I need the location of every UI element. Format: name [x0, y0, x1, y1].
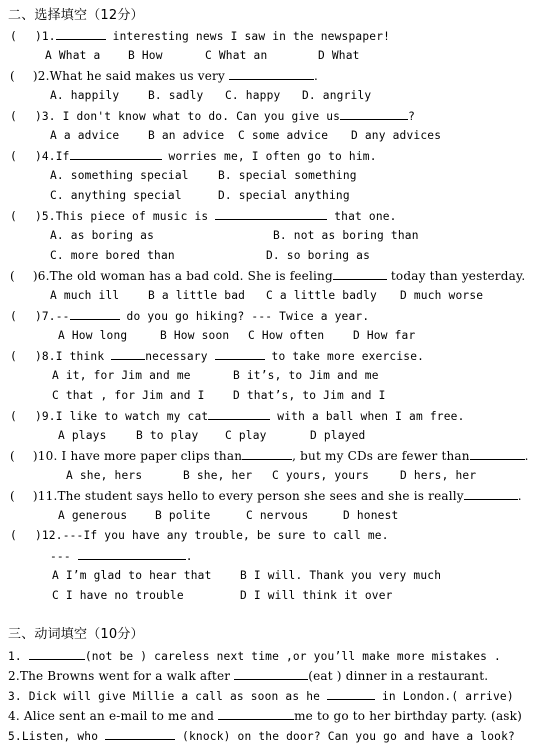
item-number: 2.: [8, 669, 20, 683]
question-number: )3.: [34, 110, 56, 123]
answer-blank[interactable]: [56, 26, 106, 40]
question-text-end: that one.: [327, 210, 397, 223]
option-b: B I will. Thank you very much: [240, 569, 442, 582]
question-number: )4.: [34, 150, 56, 163]
option-c: C that , for Jim and I: [52, 389, 205, 402]
question-11: [10, 486, 522, 506]
option-d: D that’s, to Jim and I: [233, 389, 386, 402]
option-b: B to play: [136, 429, 199, 442]
question-text-end: .: [517, 489, 522, 503]
answer-blank[interactable]: [218, 706, 294, 720]
option-a: A. as boring as: [50, 229, 155, 242]
answer-blank-1[interactable]: [111, 346, 145, 360]
paren-open: (: [10, 410, 17, 423]
option-b: B. not as boring than: [273, 229, 419, 242]
answer-blank[interactable]: [229, 66, 314, 80]
option-a: A What a: [45, 49, 101, 62]
option-c: C. anything special: [50, 189, 182, 202]
option-b: B. sadly: [148, 89, 204, 102]
option-a: A it, for Jim and me: [52, 369, 191, 382]
question-7: [10, 306, 369, 326]
verb-item-5: [8, 726, 515, 746]
item-text: (not be ) careless next time ,or you’ll make more mistakes .: [84, 650, 501, 663]
option-b: B How soon: [160, 329, 230, 342]
item-number: 4.: [8, 709, 20, 723]
option-a: A a advice: [50, 129, 120, 142]
option-a: A How long: [58, 329, 128, 342]
question-6: [10, 266, 525, 286]
question-number: )7.: [34, 310, 56, 323]
answer-blank-2[interactable]: [215, 346, 265, 360]
question-8: [10, 346, 424, 366]
question-4: [10, 146, 377, 166]
question-text-end: worries me, I often go to him.: [161, 150, 377, 163]
paren-open: (: [10, 30, 17, 43]
item-text-end: (knock) on the door? Can you go and have a look?: [175, 730, 515, 743]
option-d: D played: [310, 429, 366, 442]
option-c: C. more bored than: [50, 249, 175, 262]
verb-item-4: [8, 706, 522, 726]
answer-blank-2[interactable]: [470, 446, 525, 460]
question-9: [10, 406, 465, 426]
option-d: D. special anything: [218, 189, 350, 202]
paren-open: (: [10, 449, 15, 463]
option-b: B How: [128, 49, 163, 62]
question-text-end: do you go hiking? --- Twice a year.: [119, 310, 370, 323]
question-text: This piece of music is: [55, 210, 216, 223]
question-number: )12.: [34, 529, 63, 542]
answer-blank[interactable]: [105, 726, 175, 740]
question-text: I don't know what to do. Can you give us: [55, 110, 341, 123]
paren-open: (: [10, 69, 15, 83]
item-text-end: (eat ) dinner in a restaurant.: [308, 669, 489, 683]
option-d: D honest: [343, 509, 399, 522]
option-d: D. so boring as: [266, 249, 371, 262]
answer-blank[interactable]: [208, 406, 270, 420]
answer-blank-1[interactable]: [242, 446, 292, 460]
section-title-verbs: 三、动词填空（10分）: [8, 627, 144, 642]
question-text: The student says hello to every person she sees and she is really: [57, 489, 464, 503]
item-text: Alice sent an e-mail to me and: [19, 709, 219, 723]
option-c: C nervous: [246, 509, 309, 522]
item-number: 1.: [8, 650, 29, 663]
question-number: )9.: [34, 410, 56, 423]
paren-open: (: [10, 150, 17, 163]
verb-item-3: [8, 686, 514, 706]
option-a: A generous: [58, 509, 128, 522]
option-c: C play: [225, 429, 267, 442]
option-c: C What an: [205, 49, 268, 62]
paren-open: (: [10, 529, 17, 542]
question-number: )6.: [32, 269, 50, 283]
option-c: C a little badly: [266, 289, 377, 302]
answer-blank[interactable]: [333, 266, 387, 280]
question-text-end: .: [313, 69, 318, 83]
question-2: [10, 66, 318, 86]
paren-open: (: [10, 310, 17, 323]
option-a: A. something special: [50, 169, 189, 182]
item-text-end: me to go to her birthday party. (ask): [294, 709, 523, 723]
option-c: C some advice: [238, 129, 329, 142]
question-text: If: [55, 150, 70, 163]
option-d: D How far: [353, 329, 416, 342]
option-b: B polite: [155, 509, 211, 522]
option-d: D much worse: [400, 289, 484, 302]
question-text-end: to take more exercise.: [264, 350, 425, 363]
question-text: What he said makes us very: [49, 69, 229, 83]
option-c: C I have no trouble: [52, 589, 184, 602]
question-text-mid: necessary: [145, 350, 215, 363]
option-a: A plays: [58, 429, 107, 442]
question-number: )1.: [34, 30, 56, 43]
option-c: C. happy: [225, 89, 281, 102]
item-text: Listen, who: [21, 730, 106, 743]
question-text: I have more paper clips than: [57, 449, 243, 463]
option-d: D What: [318, 49, 360, 62]
item-text: The Browns went for a walk after: [19, 669, 235, 683]
answer-blank[interactable]: [215, 206, 327, 220]
answer-blank[interactable]: [78, 546, 186, 560]
item-number: 3.: [8, 690, 22, 703]
answer-blank[interactable]: [70, 306, 120, 320]
question-text: I like to watch my cat: [55, 410, 209, 423]
question-text: interesting news I saw in the newspaper!: [105, 30, 391, 43]
question-1: [10, 26, 390, 46]
answer-blank[interactable]: [29, 646, 85, 660]
item-number: 5.: [8, 730, 22, 743]
question-5: [10, 206, 397, 226]
paren-open: (: [10, 210, 17, 223]
question-number: )2.: [32, 69, 50, 83]
option-a: A. happily: [50, 89, 120, 102]
option-c: C How often: [248, 329, 325, 342]
question-text: --: [55, 310, 70, 323]
item-text-end: in London.( arrive): [375, 690, 514, 703]
question-text: The old woman has a bad cold. She is feeling: [49, 269, 333, 283]
paren-open: (: [10, 269, 15, 283]
verb-item-1: [8, 646, 501, 666]
option-d: D I will think it over: [240, 589, 393, 602]
reply-dashes: ---: [50, 550, 71, 563]
question-text: ---If you have any trouble, be sure to call me.: [62, 529, 389, 542]
verb-item-2: [8, 666, 488, 686]
question-number: )10.: [32, 449, 58, 463]
question-text-end: ?: [408, 110, 416, 123]
question-12-reply: --- .: [50, 546, 193, 566]
answer-blank[interactable]: [340, 106, 408, 120]
question-number: )5.: [34, 210, 56, 223]
option-c: C yours, yours: [272, 469, 370, 482]
question-text-end: .: [524, 449, 529, 463]
option-b: B a little bad: [148, 289, 246, 302]
option-b: B she, her: [183, 469, 253, 482]
option-a: A much ill: [50, 289, 120, 302]
question-number: )11.: [32, 489, 58, 503]
question-3: [10, 106, 415, 126]
paren-open: (: [10, 489, 15, 503]
option-d: D. angrily: [302, 89, 372, 102]
question-number: )8.: [34, 350, 56, 363]
question-10: [10, 446, 529, 466]
question-text-mid: , but my CDs are fewer than: [292, 449, 470, 463]
option-d: D any advices: [351, 129, 442, 142]
question-text-end: today than yesterday.: [386, 269, 526, 283]
paren-open: (: [10, 350, 17, 363]
answer-blank[interactable]: [327, 686, 375, 700]
answer-blank[interactable]: [70, 146, 162, 160]
option-a: A she, hers: [66, 469, 143, 482]
question-12: [10, 526, 389, 546]
option-a: A I’m glad to hear that: [52, 569, 212, 582]
section-title-choice: 二、选择填空（12分）: [8, 8, 144, 23]
option-b: B. special something: [218, 169, 357, 182]
question-text-end: with a ball when I am free.: [270, 410, 465, 423]
answer-blank[interactable]: [234, 666, 308, 680]
item-text: Dick will give Millie a call as soon as he: [21, 690, 328, 703]
paren-open: (: [10, 110, 17, 123]
answer-blank[interactable]: [464, 486, 518, 500]
option-b: B it’s, to Jim and me: [233, 369, 379, 382]
question-text: I think: [55, 350, 112, 363]
option-d: D hers, her: [400, 469, 477, 482]
option-b: B an advice: [148, 129, 225, 142]
